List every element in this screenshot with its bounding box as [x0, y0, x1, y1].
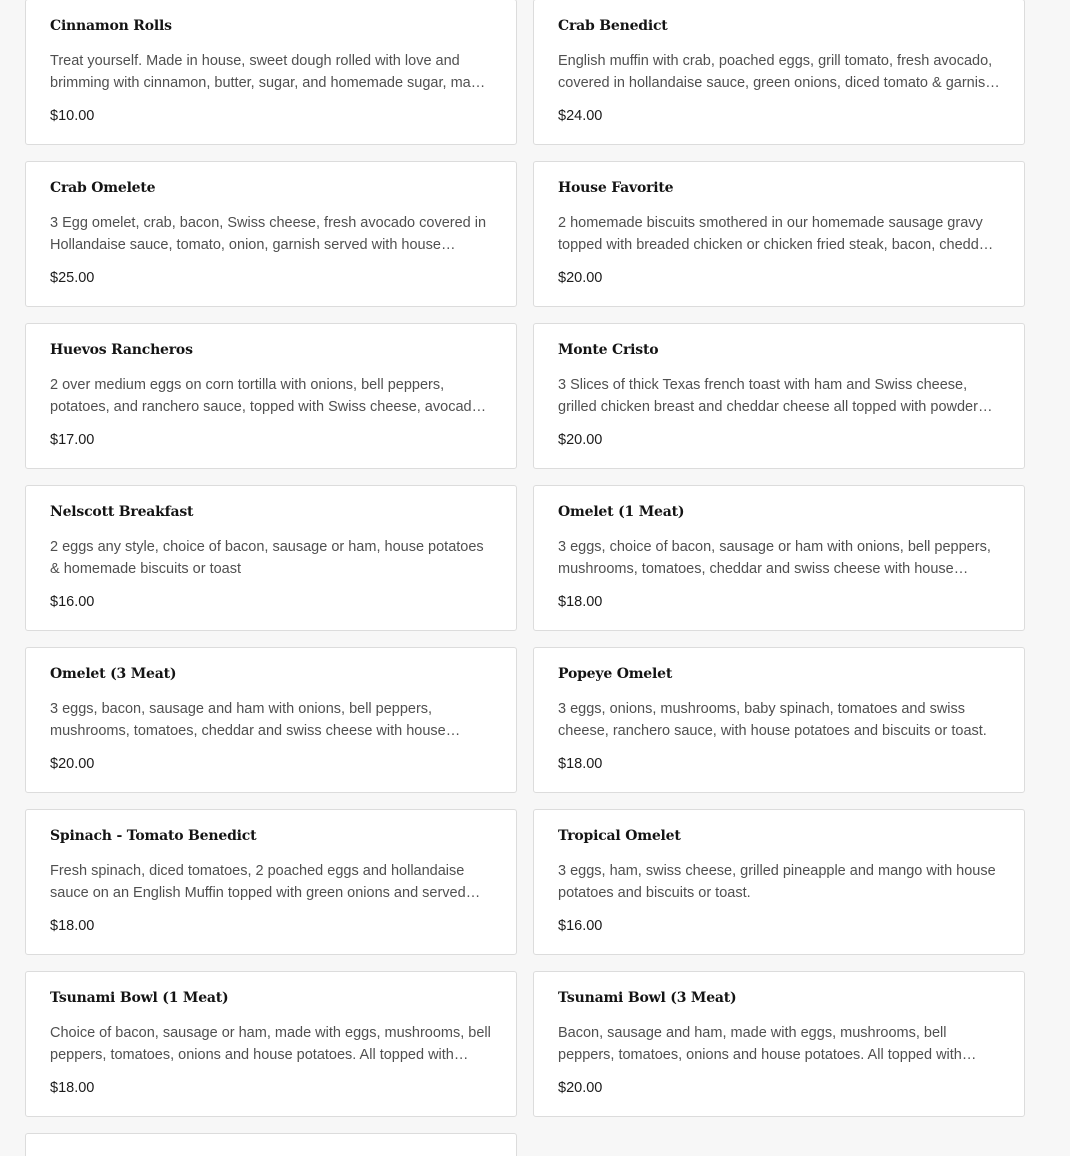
menu-item-description: 2 homemade biscuits smothered in our homemade sausage gravy topped with breaded chicken or chicken fried steak, bacon, cheddar: [558, 215, 992, 253]
menu-item-description: 3 Slices of thick Texas french toast with ham and Swiss cheese, grilled chicken breast and cheddar cheese all topped with powdered: [558, 377, 995, 415]
menu-item-card-tropical-omelet[interactable]: [533, 809, 1025, 955]
menu-item-card-house-favorite[interactable]: [533, 161, 1025, 307]
menu-item-name: Omelet (1 Meat): [558, 504, 685, 520]
menu-item-description: 2 over medium eggs on corn tortilla with onions, bell peppers, potatoes, and ranchero sauce, topped with Swiss cheese, avocado,: [50, 377, 484, 415]
menu-item-name: Spinach - Tomato Benedict: [50, 828, 257, 844]
menu-item-card-nelscott-breakfast[interactable]: [25, 485, 517, 631]
menu-item-name: Tsunami Bowl (3 Meat): [558, 990, 737, 1006]
menu-item-description: Fresh spinach, diced tomatoes, 2 poached eggs and hollandaise sauce on an English Muffin topped with green onions and served: [50, 863, 466, 901]
menu-item-card-omelet-1-meat[interactable]: [533, 485, 1025, 631]
menu-item-card-monte-cristo[interactable]: [533, 323, 1025, 469]
menu-item-price: $20.00: [558, 432, 603, 448]
menu-item-name: Popeye Omelet: [558, 666, 673, 682]
menu-item-name: Crab Omelete: [50, 180, 156, 196]
menu-item-card-huevos-rancheros[interactable]: [25, 323, 517, 469]
menu-item-price: $20.00: [558, 1080, 603, 1096]
menu-item-price: $18.00: [50, 1080, 95, 1096]
menu-item-description: 3 eggs, ham, swiss cheese, grilled pineapple and mango with house potatoes and biscuits or toast.: [558, 863, 996, 901]
menu-item-name: Cinnamon Rolls: [50, 18, 172, 34]
menu-item-name: Monte Cristo: [558, 342, 659, 358]
menu-item-description: 3 eggs, choice of bacon, sausage or ham with onions, bell peppers, mushrooms, tomatoes, cheddar and swiss cheese with house: [558, 539, 991, 577]
menu-item-price: $18.00: [558, 594, 603, 610]
menu-item-card-spinach-tomato-benedict[interactable]: [25, 809, 517, 955]
menu-item-price: $18.00: [50, 918, 95, 934]
menu-item-card-tsunami-bowl-3-meat[interactable]: [533, 971, 1025, 1117]
menu-item-price: $17.00: [50, 432, 95, 448]
menu-item-name: Tropical Omelet: [558, 828, 681, 844]
menu-item-price: $20.00: [558, 270, 603, 286]
menu-item-card-crab-benedict[interactable]: [533, 0, 1025, 145]
menu-item-price: $25.00: [50, 270, 95, 286]
menu-item-description: 3 eggs, bacon, sausage and ham with onions, bell peppers, mushrooms, tomatoes, cheddar and swiss cheese with house: [50, 701, 446, 739]
menu-item-grid: [25, 0, 1025, 1156]
menu-item-description: 3 Egg omelet, crab, bacon, Swiss cheese, fresh avocado covered in Hollandaise sauce, tomato, onion, garnish served with house: [50, 215, 487, 253]
menu-item-name: House Favorite: [558, 180, 674, 196]
menu-item-card-crab-omelete[interactable]: [25, 161, 517, 307]
menu-item-card-popeye-omelet[interactable]: [533, 647, 1025, 793]
menu-item-card-omelet-3-meat[interactable]: [25, 647, 517, 793]
menu-item-description: Treat yourself. Made in house, sweet dough rolled with love and brimming with cinnamon, butter, sugar, and homemade sugar, made: [50, 53, 487, 91]
menu-item-name: Nelscott Breakfast: [50, 504, 194, 520]
menu-item-price: $16.00: [50, 594, 95, 610]
menu-item-name: [50, 1151, 492, 1156]
menu-item-description: 2 eggs any style, choice of bacon, sausage or ham, house potatoes & homemade biscuits or toast: [50, 539, 484, 577]
menu-item-price: $16.00: [558, 918, 603, 934]
menu-item-name: Tsunami Bowl (1 Meat): [50, 990, 229, 1006]
menu-item-price: $18.00: [558, 756, 603, 772]
menu-item-price: $10.00: [50, 108, 95, 124]
menu-item-card-cinnamon-rolls[interactable]: [25, 0, 517, 145]
menu-item-name: Omelet (3 Meat): [50, 666, 177, 682]
menu-item-card-partial[interactable]: [25, 1133, 517, 1156]
menu-item-price: $20.00: [50, 756, 95, 772]
menu-item-description: Bacon, sausage and ham, made with eggs, mushrooms, bell peppers, tomatoes, onions and house potatoes. All topped with: [558, 1025, 962, 1063]
menu-item-name: Crab Benedict: [558, 18, 668, 34]
menu-item-description: Choice of bacon, sausage or ham, made with eggs, mushrooms, bell peppers, tomatoes, onions and house potatoes. All topped with: [50, 1025, 491, 1063]
menu-item-price: $24.00: [558, 108, 603, 124]
menu-item-description: English muffin with crab, poached eggs, grill tomato, fresh avocado, covered in hollandaise sauce, green onions, diced tomato & garnish,: [558, 53, 998, 91]
menu-item-card-tsunami-bowl-1-meat[interactable]: [25, 971, 517, 1117]
menu-item-name: Huevos Rancheros: [50, 342, 193, 358]
menu-item-description: 3 eggs, onions, mushrooms, baby spinach, tomatoes and swiss cheese, ranchero sauce, with house potatoes and biscuits or toast.: [558, 701, 987, 739]
